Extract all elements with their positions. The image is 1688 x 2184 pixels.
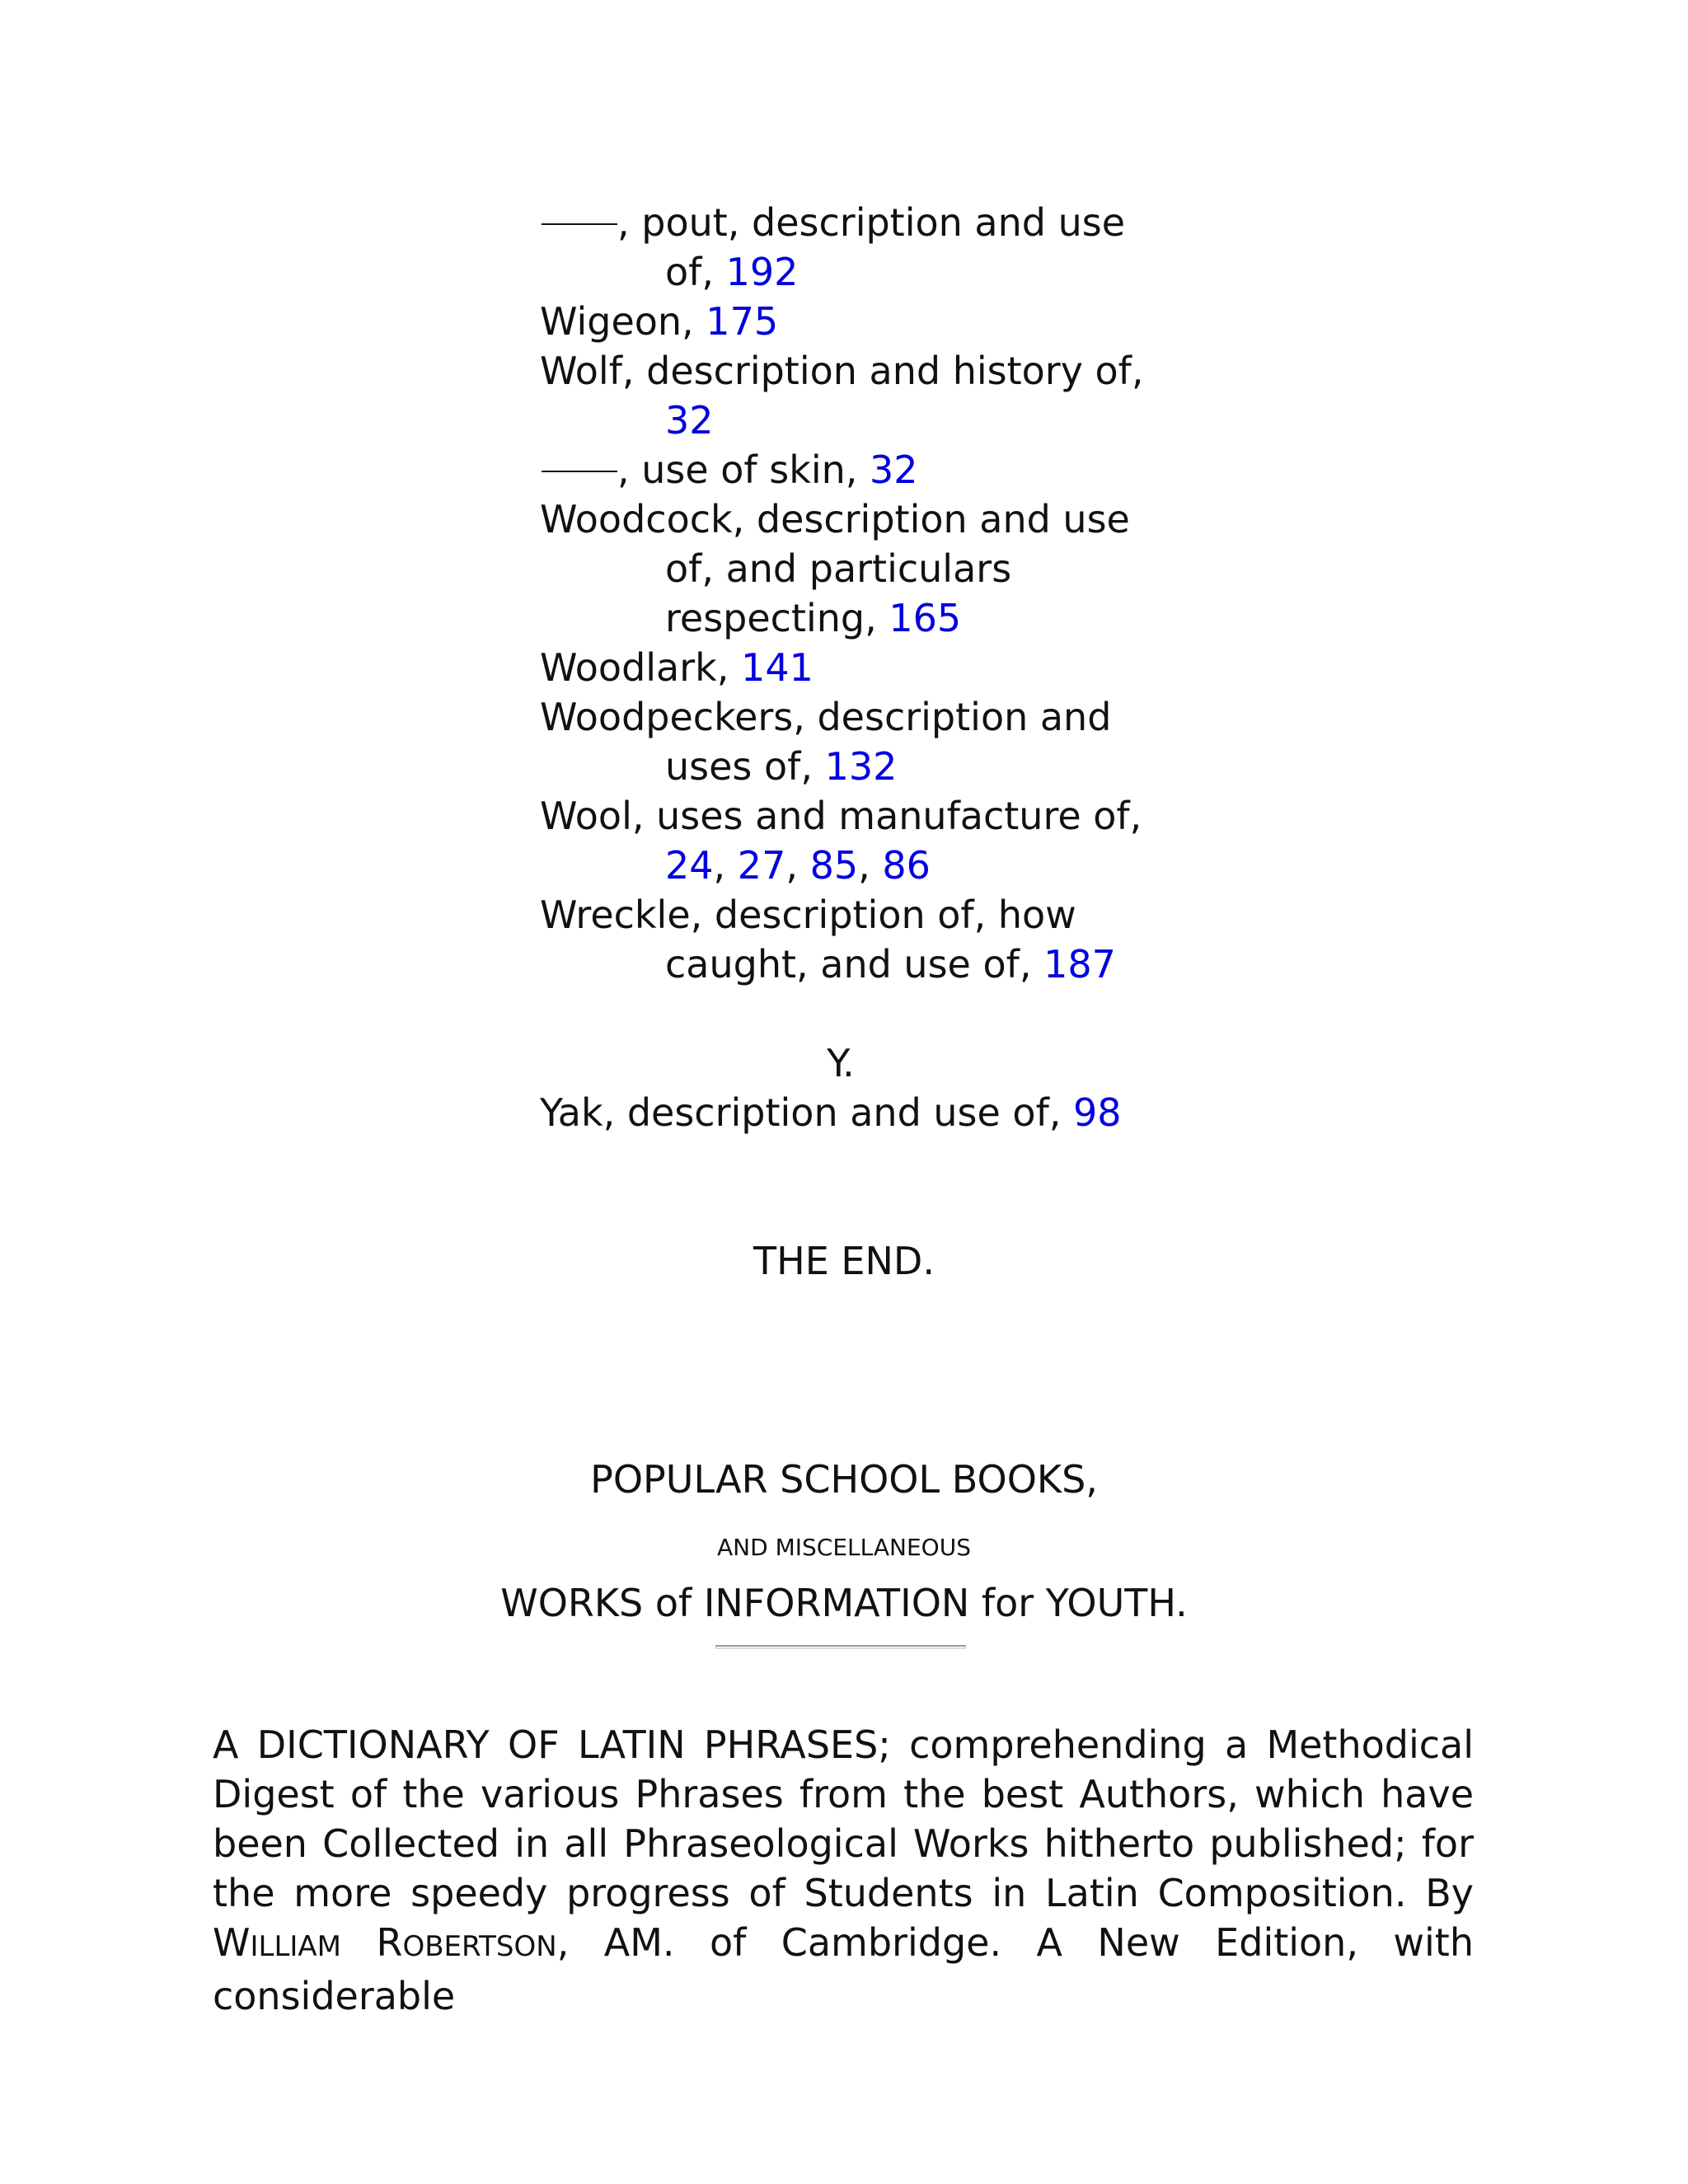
- page-link[interactable]: 32: [665, 398, 714, 443]
- index-entries: [540, 198, 1166, 989]
- page-link[interactable]: 98: [1073, 1090, 1122, 1135]
- index-entry: [540, 643, 1166, 692]
- index-entries-y: [540, 1088, 1166, 1137]
- page-link[interactable]: 187: [1043, 942, 1116, 987]
- ads-title: POPULAR SCHOOL BOOKS,: [590, 1457, 1098, 1502]
- index-entry: [540, 198, 1166, 297]
- index-entry-text: Wool, uses and manufacture of,: [540, 794, 1142, 838]
- index-entry-text: Woodcock, description and use of, and particulars respecting,: [540, 497, 1130, 640]
- index-entry: [540, 692, 1166, 791]
- index-entry: [540, 346, 1166, 445]
- page-link[interactable]: 24: [665, 843, 714, 888]
- page-link[interactable]: 141: [741, 645, 814, 690]
- ads-works-line: WORKS of INFORMATION for YOUTH.: [500, 1581, 1188, 1625]
- author-last-name: ROBERTSON: [376, 1920, 557, 1965]
- the-end-heading: THE END.: [753, 1239, 935, 1283]
- index-entry: [540, 494, 1166, 643]
- index-entry-text: Yak, description and use of,: [540, 1090, 1074, 1135]
- index-entry: Wool, uses and manufacture of, 24, 27, 85, 86: [540, 794, 1142, 888]
- index-entry: [540, 445, 1166, 494]
- index-entry-text: Wolf, description and history of,: [540, 349, 1144, 393]
- page-link[interactable]: 27: [737, 843, 786, 888]
- author-first-name: WILLIAM: [213, 1920, 342, 1965]
- index-entry: [540, 1088, 1166, 1137]
- advertisement-paragraph: [213, 1720, 1474, 2021]
- divider-rule: [715, 1645, 966, 1649]
- page-link[interactable]: 192: [725, 250, 799, 294]
- index-entry: [540, 297, 1166, 346]
- book-index: [540, 198, 1166, 1137]
- index-entry-text: Woodlark,: [540, 645, 742, 690]
- page-link[interactable]: 85: [809, 843, 859, 888]
- page-link[interactable]: 86: [882, 843, 931, 888]
- index-entry-text: Woodpeckers, description and uses of,: [540, 695, 1112, 789]
- ditto-dash: [542, 223, 617, 225]
- page-link[interactable]: 132: [824, 744, 898, 789]
- ads-subtitle: AND MISCELLANEOUS: [717, 1534, 971, 1561]
- index-entry: [540, 890, 1166, 989]
- index-letter-heading: Y.: [827, 1041, 855, 1085]
- page-link[interactable]: 32: [870, 448, 918, 492]
- ad-paragraph-text: A DICTIONARY OF LATIN PHRASES; comprehending a Methodical Digest of the various Phrases from the best Authors, which have been Collected in all Phraseological Works hitherto published; for the more speedy progress of Students in Latin Composition. By: [213, 1722, 1474, 1915]
- index-entry-text: Wreckle, description of, how caught, and use of,: [540, 893, 1076, 987]
- index-entry-text: , pout, description and use of,: [617, 200, 1125, 294]
- page-link[interactable]: 165: [889, 596, 962, 640]
- index-entry-text: , use of skin,: [617, 448, 870, 492]
- index-entry-text: Wigeon,: [540, 299, 706, 344]
- page-link[interactable]: 175: [706, 299, 779, 344]
- ditto-dash: [542, 471, 617, 472]
- ad-paragraph-tail: , AM. of Cambridge. A New Edition, with considerable: [213, 1920, 1474, 2018]
